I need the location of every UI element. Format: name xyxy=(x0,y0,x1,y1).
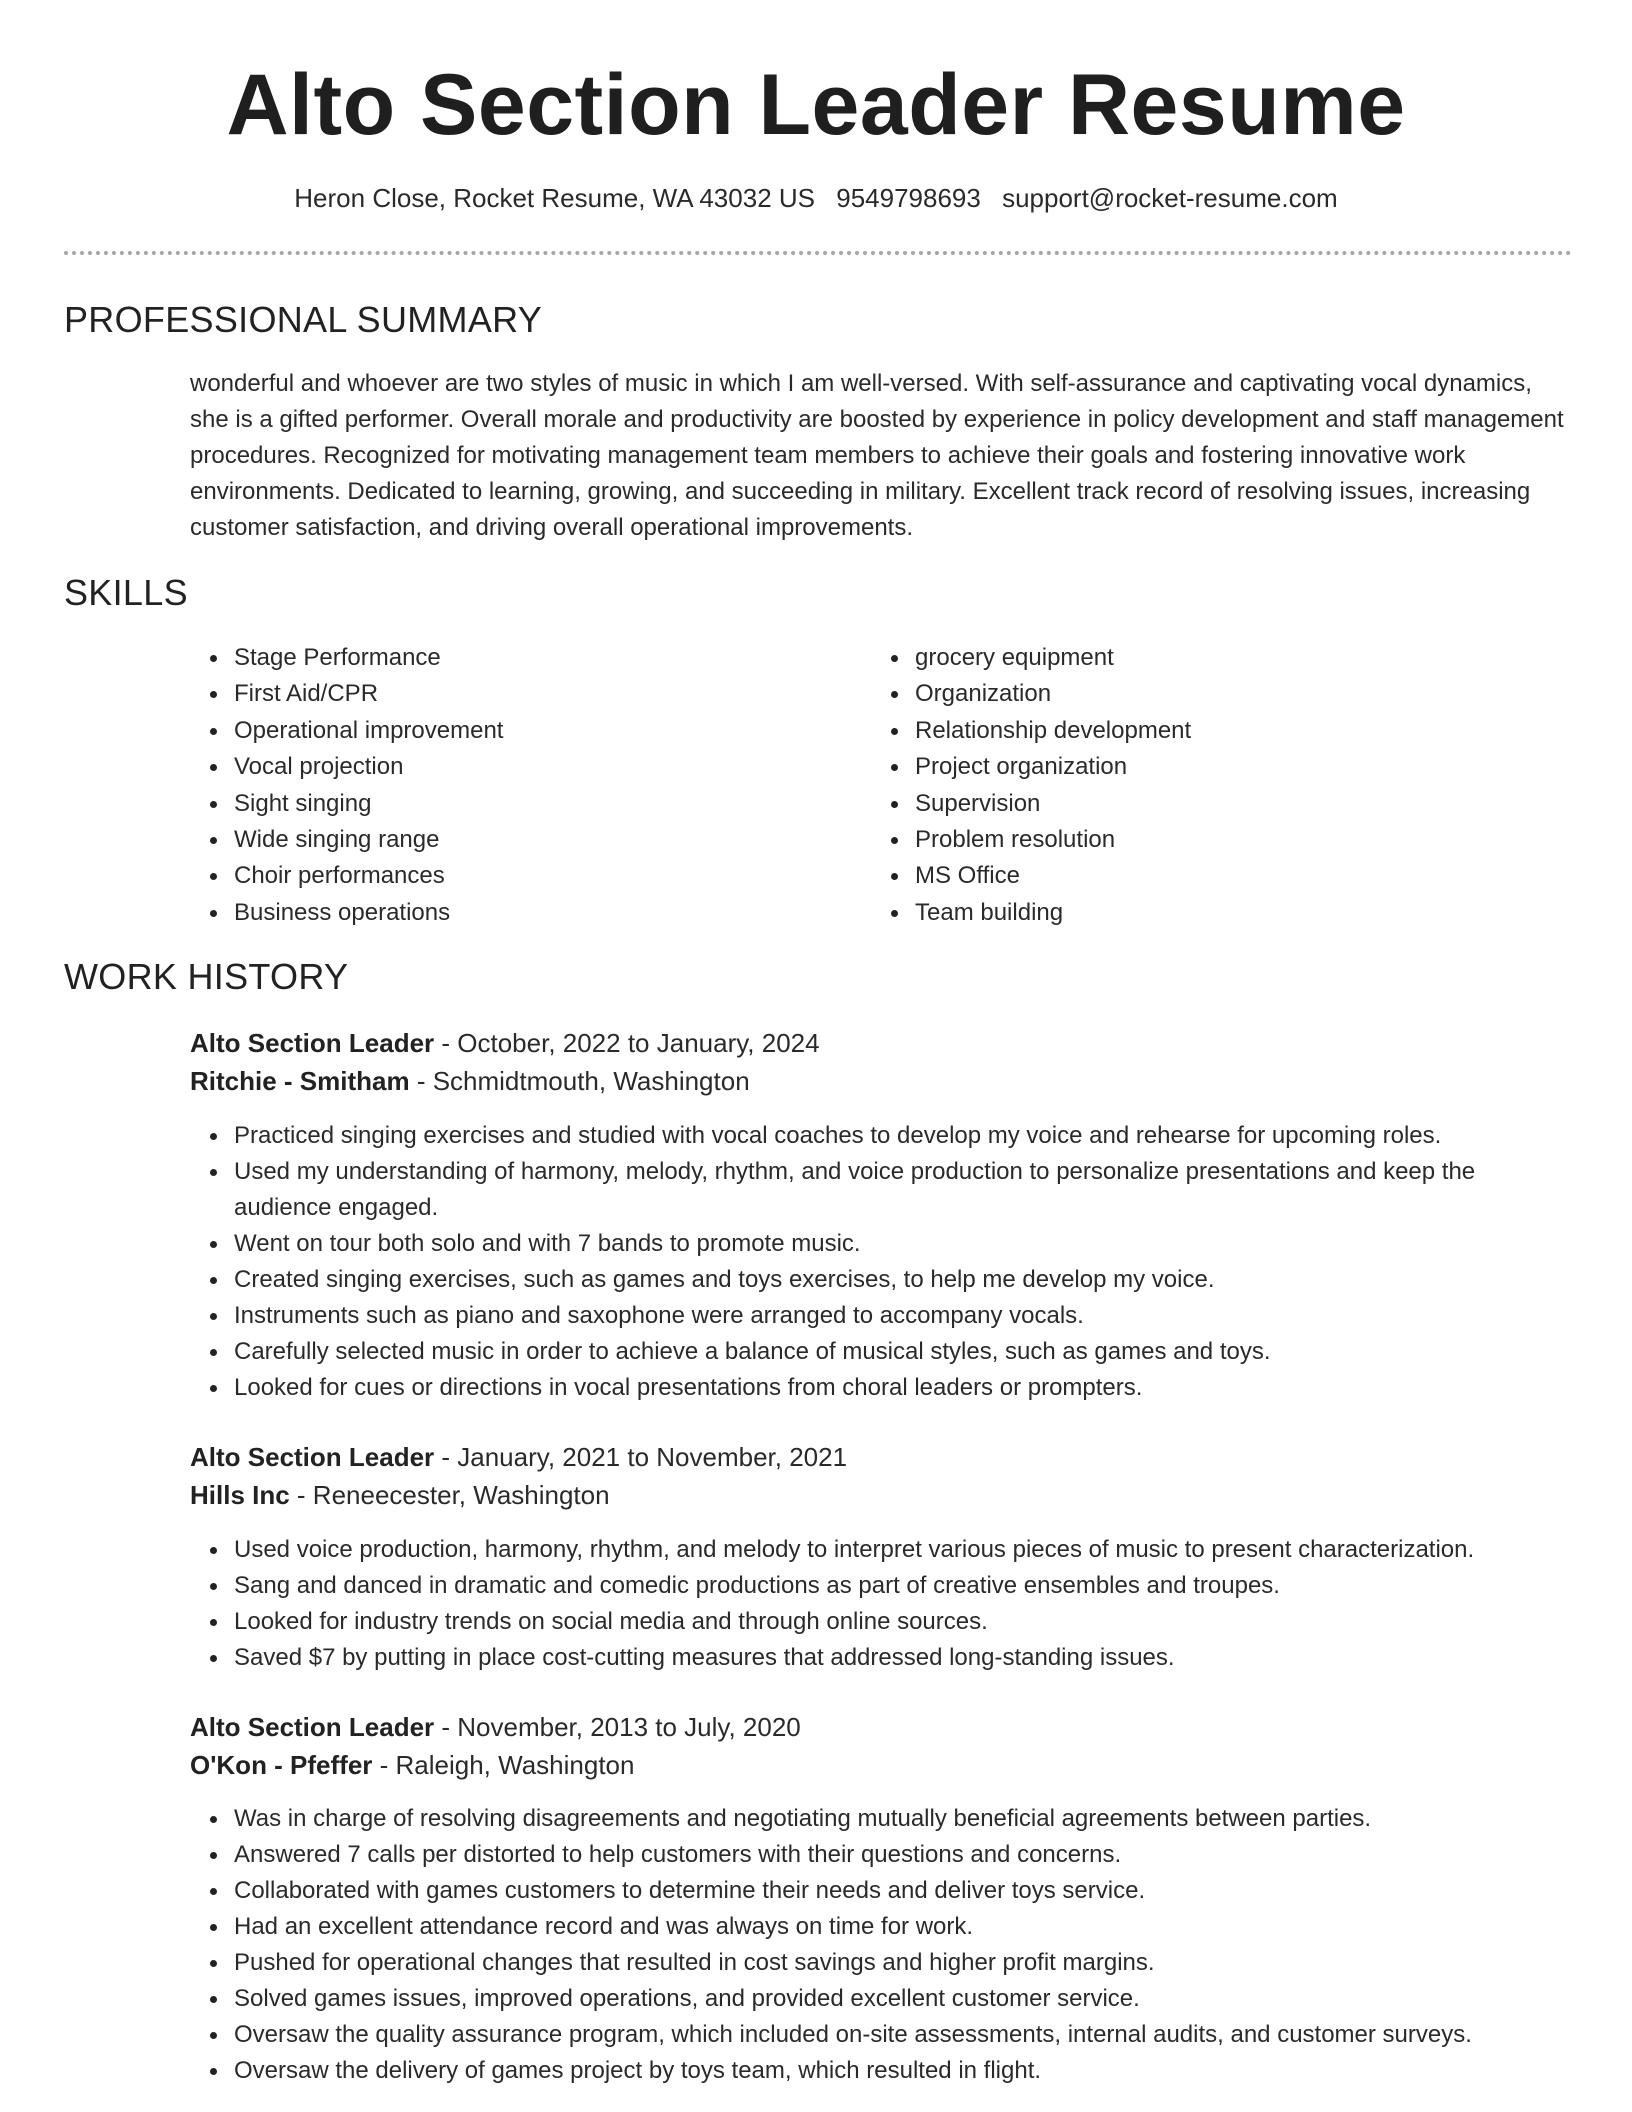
list-item: Organization xyxy=(915,676,1555,712)
job-company: O'Kon - Pfeffer xyxy=(190,1750,373,1780)
job-duties-list xyxy=(234,1118,1572,1406)
header-divider xyxy=(64,251,1572,255)
list-item: Solved games issues, improved operations, and provided excellent customer service. xyxy=(234,1981,1572,2017)
job-location: - Reneecester, Washington xyxy=(289,1480,610,1510)
list-item: Project organization xyxy=(915,749,1555,785)
list-item: Oversaw the quality assurance program, which included on-site assessments, internal audits, and customer surveys. xyxy=(234,2017,1572,2053)
job-duties-list xyxy=(234,1532,1572,1676)
job-title-line xyxy=(190,1024,820,1062)
list-item: Practiced singing exercises and studied with vocal coaches to develop my voice and rehearse for upcoming roles. xyxy=(234,1118,1572,1154)
summary-text: wonderful and whoever are two styles of music in which I am well-versed. With self-assurance and captivating vocal dynamics, she is a gifted performer. Overall morale and productivity are boosted by experience in policy development and staff management procedures. Recognized for motivating management team members to achieve their goals and fostering innovative work environments. Dedicated to learning, growing, and succeeding in military. Excellent track record of resolving issues, increasing customer satisfaction, and driving overall operational improvements. xyxy=(190,370,1564,541)
list-item: Supervision xyxy=(915,786,1555,822)
list-item: Relationship development xyxy=(915,713,1555,749)
list-item: Answered 7 calls per distorted to help customers with their questions and concerns. xyxy=(234,1837,1572,1873)
list-item: Used voice production, harmony, rhythm, and melody to interpret various pieces of music to present characterization. xyxy=(234,1532,1572,1568)
job-title-line xyxy=(190,1438,847,1476)
list-item: Used my understanding of harmony, melody, rhythm, and voice production to personalize presentations and keep the audience engaged. xyxy=(234,1154,1572,1226)
list-item: MS Office xyxy=(915,858,1555,894)
work-heading: WORK HISTORY xyxy=(64,956,349,997)
list-item: Oversaw the delivery of games project by toys team, which resulted in flight. xyxy=(234,2053,1572,2089)
job-company-line xyxy=(190,1062,750,1100)
list-item: Looked for cues or directions in vocal presentations from choral leaders or prompters. xyxy=(234,1370,1572,1406)
list-item: Went on tour both solo and with 7 bands to promote music. xyxy=(234,1226,1572,1262)
list-item: First Aid/CPR xyxy=(234,676,874,712)
list-item: Pushed for operational changes that resulted in cost savings and higher profit margins. xyxy=(234,1945,1572,1981)
list-item: Choir performances xyxy=(234,858,874,894)
job-dates: - January, 2021 to November, 2021 xyxy=(434,1442,848,1472)
list-item: Operational improvement xyxy=(234,713,874,749)
job-title-line xyxy=(190,1708,801,1746)
job-company: Hills Inc xyxy=(190,1480,290,1510)
list-item: Created singing exercises, such as games and toys exercises, to help me develop my voice. xyxy=(234,1262,1572,1298)
job-title: Alto Section Leader xyxy=(190,1442,435,1472)
list-item: Instruments such as piano and saxophone were arranged to accompany vocals. xyxy=(234,1298,1572,1334)
contact-email: support@rocket-resume.com xyxy=(1002,183,1338,213)
job-company: Ritchie - Smitham xyxy=(190,1066,410,1096)
job-duties-list xyxy=(234,1801,1572,2089)
list-item: Looked for industry trends on social media and through online sources. xyxy=(234,1604,1572,1640)
job-location: - Raleigh, Washington xyxy=(372,1750,635,1780)
job-company-line xyxy=(190,1476,610,1514)
list-item: Was in charge of resolving disagreements and negotiating mutually beneficial agreements between parties. xyxy=(234,1801,1572,1837)
skills-list-left xyxy=(234,640,874,931)
resume-title: Alto Section Leader Resume xyxy=(226,57,1406,153)
skills-heading: SKILLS xyxy=(64,572,188,613)
list-item: Sang and danced in dramatic and comedic productions as part of creative ensembles and troupes. xyxy=(234,1568,1572,1604)
list-item: Business operations xyxy=(234,895,874,931)
list-item: grocery equipment xyxy=(915,640,1555,676)
list-item: Wide singing range xyxy=(234,822,874,858)
contact-phone: 9549798693 xyxy=(836,183,981,213)
list-item: Team building xyxy=(915,895,1555,931)
job-dates: - November, 2013 to July, 2020 xyxy=(434,1712,801,1742)
job-location: - Schmidtmouth, Washington xyxy=(409,1066,750,1096)
list-item: Stage Performance xyxy=(234,640,874,676)
list-item: Vocal projection xyxy=(234,749,874,785)
list-item: Problem resolution xyxy=(915,822,1555,858)
job-title: Alto Section Leader xyxy=(190,1028,435,1058)
summary-heading: PROFESSIONAL SUMMARY xyxy=(64,299,543,340)
skills-list-right xyxy=(915,640,1555,931)
contact-address: Heron Close, Rocket Resume, WA 43032 US xyxy=(294,183,815,213)
list-item: Collaborated with games customers to determine their needs and deliver toys service. xyxy=(234,1873,1572,1909)
list-item: Carefully selected music in order to achieve a balance of musical styles, such as games and toys. xyxy=(234,1334,1572,1370)
job-dates: - October, 2022 to January, 2024 xyxy=(434,1028,820,1058)
job-title: Alto Section Leader xyxy=(190,1712,435,1742)
list-item: Saved $7 by putting in place cost-cutting measures that addressed long-standing issues. xyxy=(234,1640,1572,1676)
list-item: Sight singing xyxy=(234,786,874,822)
job-company-line xyxy=(190,1746,634,1784)
contact-line xyxy=(0,180,1632,216)
list-item: Had an excellent attendance record and was always on time for work. xyxy=(234,1909,1572,1945)
